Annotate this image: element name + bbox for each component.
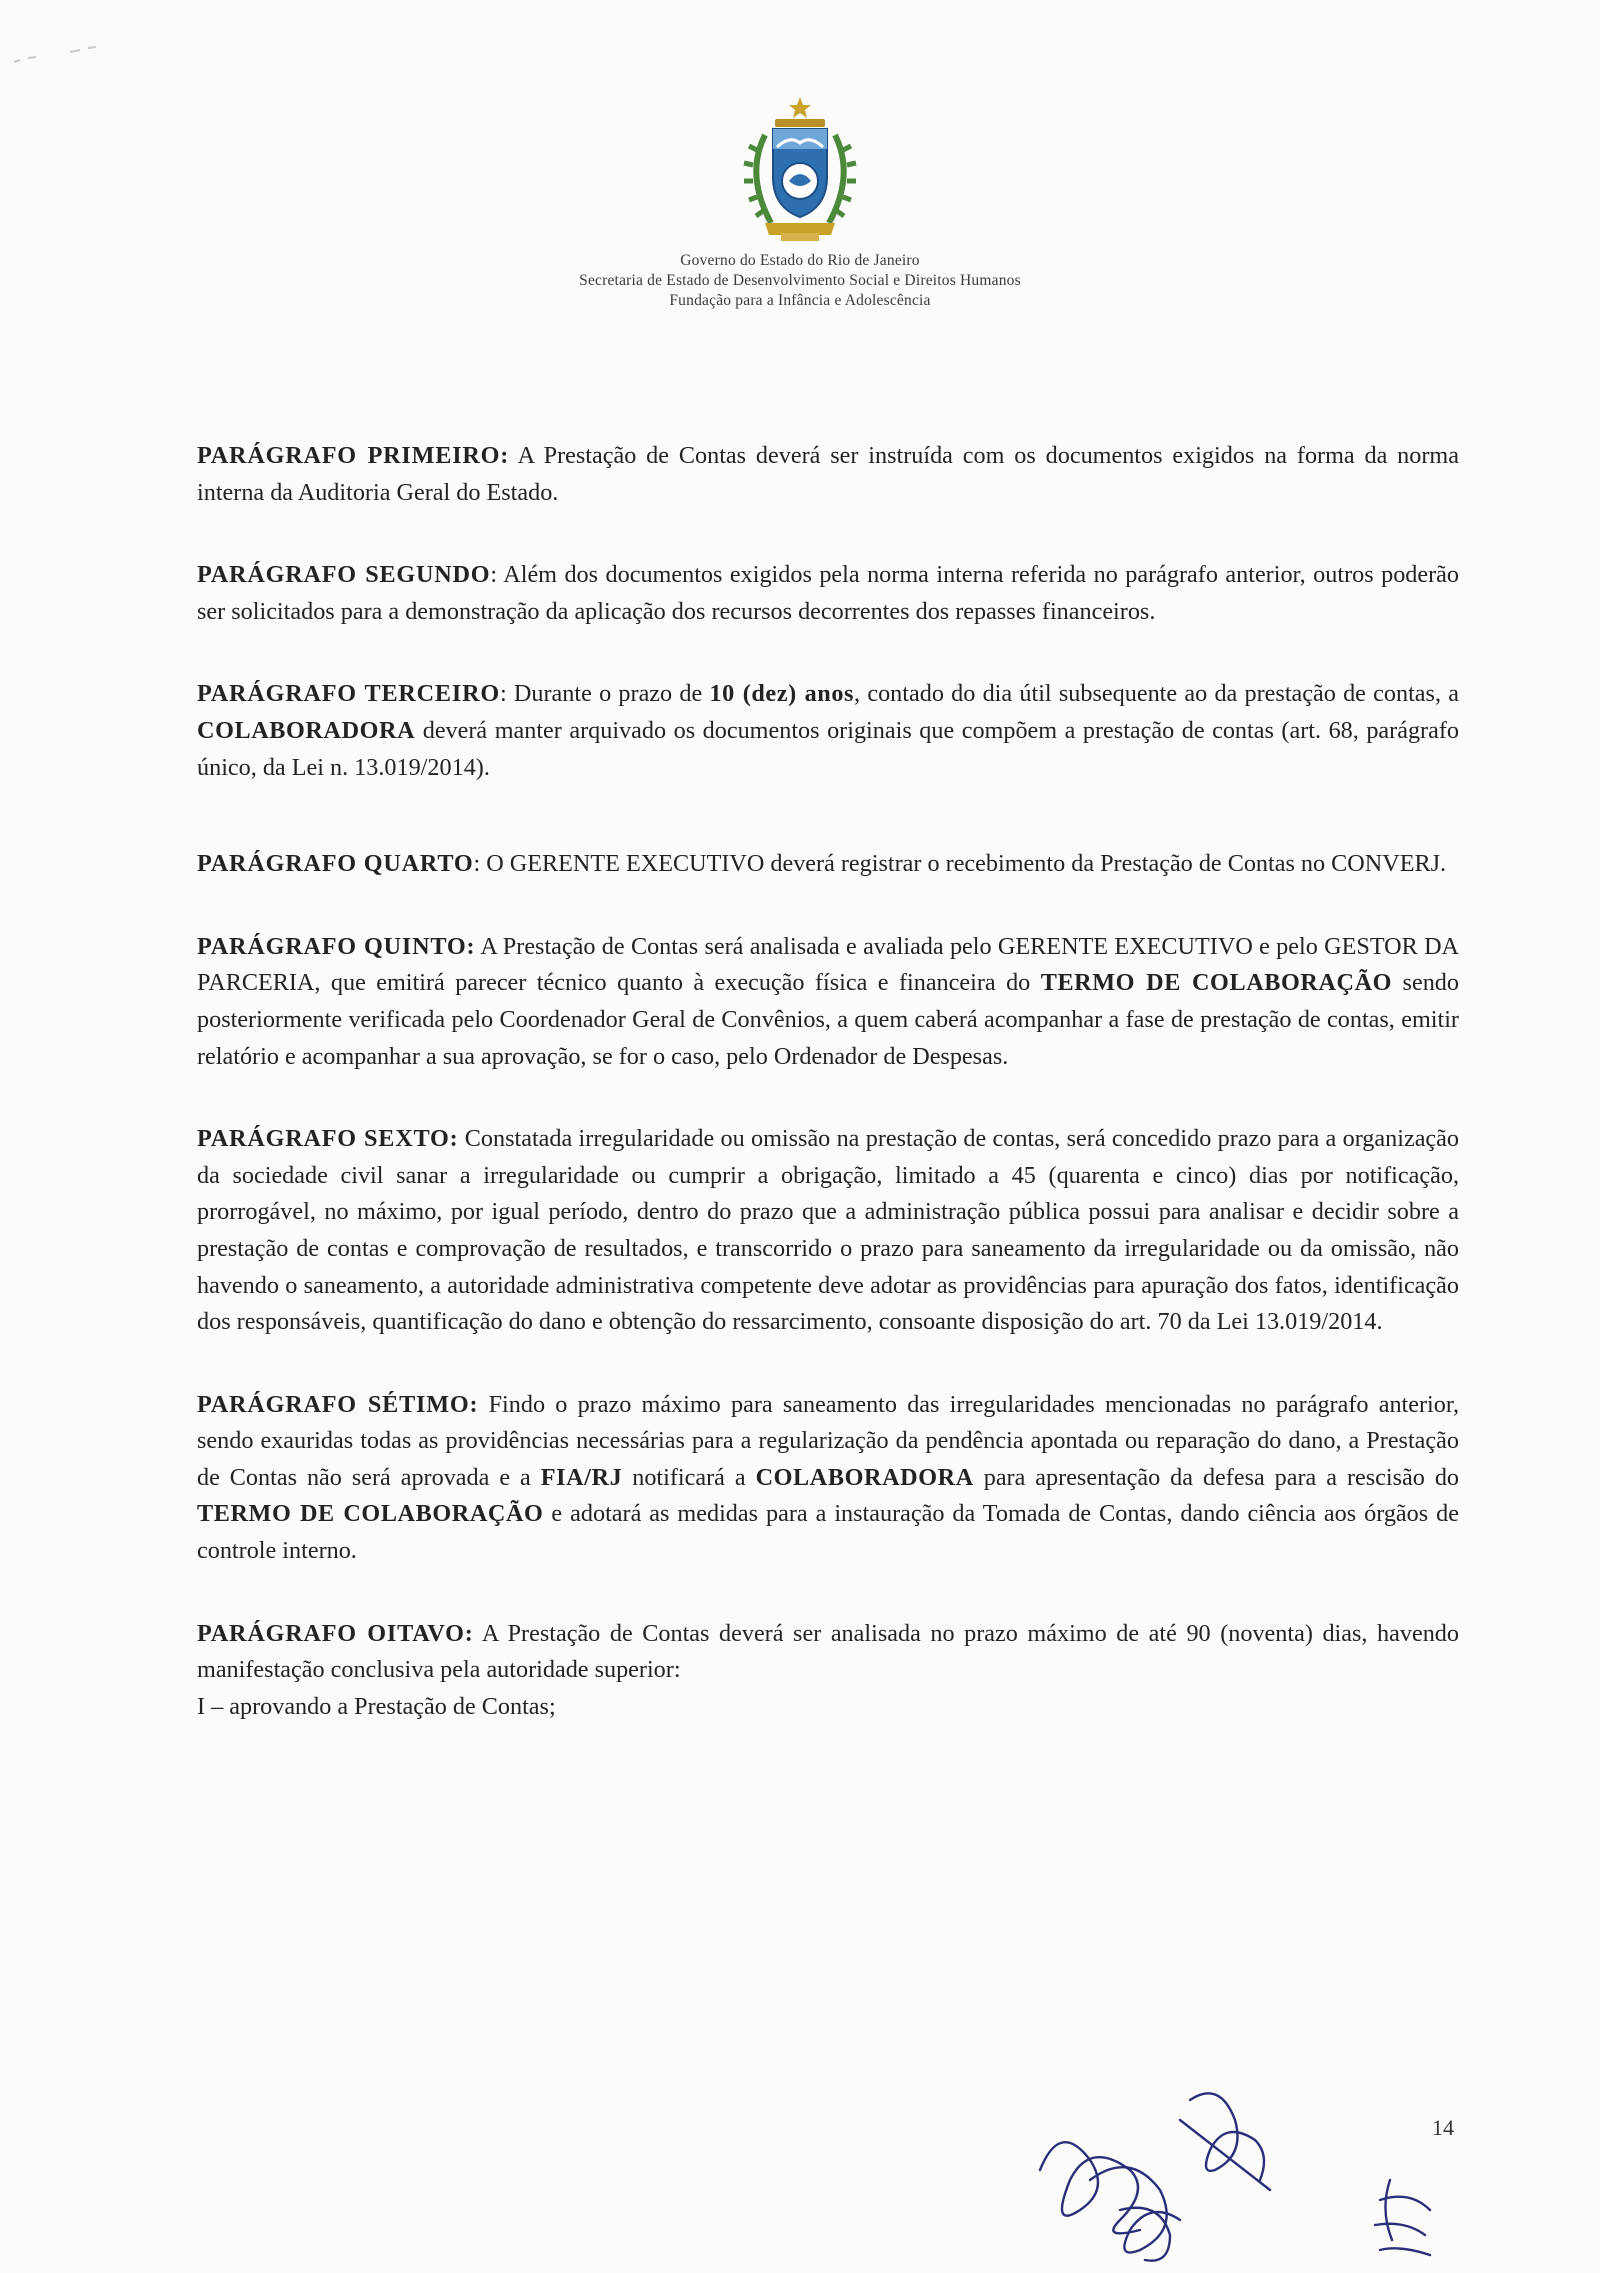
paragraph-text: , contado do dia útil subsequente ao da prestação de contas, a	[854, 680, 1459, 708]
paragraph-heading: PARÁGRAFO TERCEIRO	[197, 680, 500, 708]
paragraph-heading: PARÁGRAFO PRIMEIRO:	[197, 442, 510, 469]
paragraph-text: para apresentação da defesa para a rescisão do	[973, 1463, 1460, 1491]
paragraph-heading: PARÁGRAFO QUARTO	[197, 850, 474, 878]
paragraph-oitavo	[197, 1616, 1459, 1689]
paragraph-text: e adotará as medidas para a instauração da Tomada de Contas, dando ciência aos órgãos de controle interno.	[197, 1500, 1459, 1565]
bold-term: COLABORADORA	[755, 1463, 974, 1491]
paragraph-text: A Prestação de Contas deverá ser instruída com os documentos exigidos na forma da norma interna da Auditoria Geral do Estado.	[197, 442, 1459, 506]
bold-term: TERMO DE COLABORAÇÃO	[1040, 969, 1393, 997]
paragraph-text: A Prestação de Contas será analisada e avaliada pelo GERENTE EXECUTIVO e pelo GESTOR DA PARCERIA, que emitirá parecer técnico quanto à execução física e financeira do	[197, 932, 1460, 997]
paragraph-text: notificará a	[622, 1463, 756, 1491]
paragraph-text: : O GERENTE EXECUTIVO deverá registrar o recebimento da Prestação de Contas no CONVERJ.	[473, 850, 1447, 878]
paragraph-heading: PARÁGRAFO SEGUNDO	[197, 561, 491, 589]
paragraph-text: deverá manter arquivado os documentos originais que compõem a prestação de contas (art. 68, parágrafo único, da Lei n. 13.019/2014).	[197, 716, 1459, 781]
header-line-foundation: Fundação para a Infância e Adolescência	[669, 292, 931, 309]
paragraph-text: : Durante o prazo de	[499, 680, 710, 708]
paragraph-text: A Prestação de Contas deverá ser analisada no prazo máximo de até 90 (noventa) dias, havendo manifestação conclusiva pela autoridade superior:	[197, 1619, 1459, 1684]
header-line-secretariat: Secretaria de Estado de Desenvolvimento Social e Direitos Humanos	[579, 272, 1021, 289]
document-body	[197, 438, 1459, 1725]
paragraph-heading: PARÁGRAFO QUINTO:	[197, 932, 476, 960]
paragraph-setimo	[197, 1387, 1459, 1570]
bold-term: COLABORADORA	[197, 716, 416, 744]
rio-de-janeiro-coat-of-arms-icon	[735, 95, 865, 245]
paragraph-primeiro	[197, 438, 1459, 511]
paragraph-quarto	[197, 846, 1459, 883]
paragraph-text: : Além dos documentos exigidos pela norma interna referida no parágrafo anterior, outros poderão ser solicitados para a demonstração da aplicação dos recursos decorrentes dos repasses financeiros.	[197, 561, 1459, 625]
paragraph-heading: PARÁGRAFO SÉTIMO:	[197, 1390, 479, 1418]
header-line-government: Governo do Estado do Rio de Janeiro	[680, 252, 920, 269]
paragraph-terceiro	[197, 676, 1459, 786]
paragraph-text: Findo o prazo máximo para saneamento das irregularidades mencionadas no parágrafo anterior, sendo exauridas todas as providências necessárias para a regularização da pendência apontada ou reparação do dano, a Prestação de Contas não será aprovada e a	[197, 1390, 1459, 1491]
scan-mark-icon	[10, 40, 120, 90]
page-number: 14	[1432, 2115, 1454, 2140]
paragraph-text: sendo posteriormente verificada pelo Coordenador Geral de Convênios, a quem caberá acompanhar a fase de prestação de contas, emitir relatório e acompanhar a sua aprovação, se for o caso, pelo Ordenador de Despesas.	[197, 969, 1459, 1070]
paragraph-sexto	[197, 1121, 1459, 1341]
paragraph-heading: PARÁGRAFO OITAVO:	[197, 1619, 474, 1647]
paragraph-text: Constatada irregularidade ou omissão na prestação de contas, será concedido prazo para a organização da sociedade civil sanar a irregularidade ou cumprir a obrigação, limitado a 45 (quarenta e cinco) dias por notificação, prorrogável, no máximo, por igual período, dentro do prazo que a administração pública possui para analisar e decidir sobre a prestação de contas e comprovação de resultados, e transcorrido o prazo para saneamento da irregularidade ou da omissão, não havendo o saneamento, a autoridade administrativa competente deve adotar as providências para apuração dos fatos, identificação dos responsáveis, quantificação do dano e obtenção do ressarcimento, consoante disposição do art. 70 da Lei 13.019/2014.	[197, 1125, 1459, 1336]
paragraph-quinto	[197, 929, 1459, 1075]
handwritten-signatures-icon	[1020, 2060, 1480, 2270]
paragraph-segundo	[197, 557, 1459, 630]
bold-term: FIA/RJ	[540, 1463, 623, 1491]
bold-term: 10 (dez) anos	[709, 680, 855, 708]
bold-term: TERMO DE COLABORAÇÃO	[197, 1500, 544, 1528]
paragraph-heading: PARÁGRAFO SEXTO:	[197, 1125, 459, 1153]
list-item: I – aprovando a Prestação de Contas;	[197, 1692, 556, 1720]
letterhead	[0, 95, 1600, 311]
